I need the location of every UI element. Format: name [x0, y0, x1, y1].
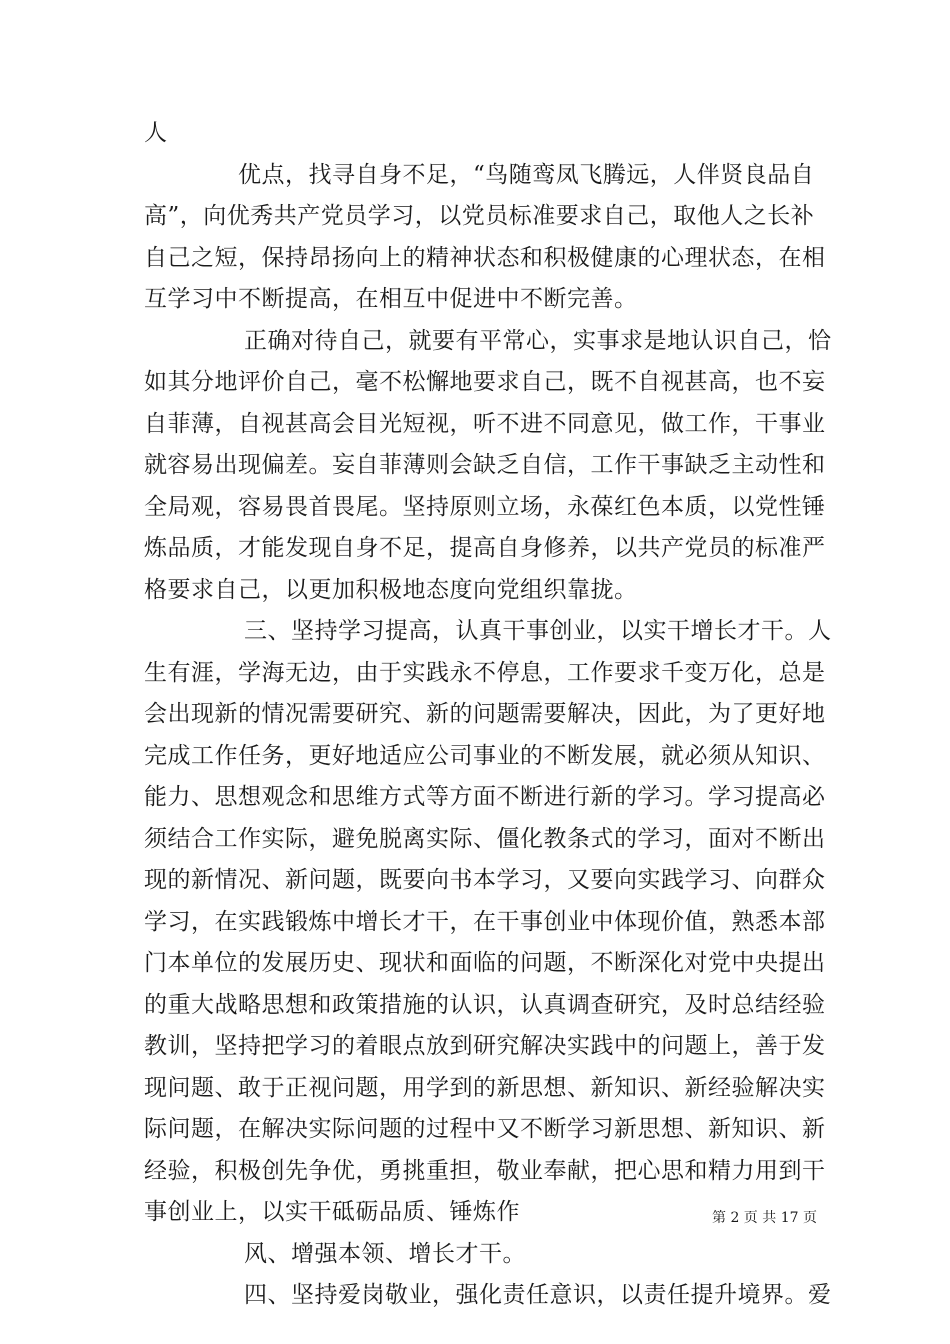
text-line: 风、增强本领、增长才干。	[244, 1240, 526, 1267]
text-line: 互学习中不断提高，在相互中促进中不断完善。	[144, 286, 638, 312]
text-line: 自己之短，保持昂扬向上的精神状态和积极健康的心理状态，在相	[144, 244, 826, 271]
text-line: 事创业上，以实干砥砺品质、锤炼作	[144, 1199, 520, 1225]
text-line: 会出现新的情况需要研究、新的问题需要解决，因此，为了更好地	[144, 701, 826, 727]
text-line: 优点，找寻自身不足，“鸟随鸾凤飞腾远，人伴贤良品自	[238, 161, 815, 188]
text-line: 教训，坚持把学习的着眼点放到研究解决实践中的问题上，善于发	[144, 1033, 826, 1059]
text-line: 门本单位的发展历史、现状和面临的问题，不断深化对党中央提出	[144, 950, 826, 976]
page-number-footer: 第 2 页 共 17 页	[712, 1210, 817, 1226]
text-line: 就容易出现偏差。妄自菲薄则会缺乏自信，工作干事缺乏主动性和	[144, 452, 826, 478]
text-line: 三、坚持学习提高，认真干事创业，以实干增长才干。人	[244, 618, 832, 644]
text-line: 现的新情况、新问题，既要向书本学习，又要向实践学习、向群众	[144, 867, 826, 893]
text-line: 炼品质，才能发现自身不足，提高自身修养，以共产党员的标准严	[144, 535, 826, 561]
text-line: 高”，向优秀共产党员学习，以党员标准要求自己，取他人之长补	[144, 203, 815, 229]
text-line: 须结合工作实际，避免脱离实际、僵化教条式的学习，面对不断出	[144, 825, 826, 852]
text-line: 四、坚持爱岗敬业，强化责任意识，以责任提升境界。爱	[244, 1282, 832, 1308]
text-line: 学习，在实践锻炼中增长才干，在干事创业中体现价值，熟悉本部	[144, 908, 826, 935]
text-line: 生有涯，学海无边，由于实践永不停息，工作要求千变万化，总是	[144, 659, 826, 686]
text-line: 能力、思想观念和思维方式等方面不断进行新的学习。学习提高必	[144, 784, 826, 810]
text-line: 格要求自己，以更加积极地态度向党组织靠拢。	[144, 576, 638, 603]
text-line: 全局观，容易畏首畏尾。坚持原则立场，永葆红色本质，以党性锤	[144, 493, 826, 520]
text-line: 正确对待自己，就要有平常心，实事求是地认识自己，恰	[244, 327, 832, 354]
text-line: 际问题，在解决实际问题的过程中又不断学习新思想、新知识、新	[144, 1116, 826, 1142]
text-line: 完成工作任务，更好地适应公司事业的不断发展，就必须从知识、	[144, 742, 826, 769]
text-line: 经验，积极创先争优，勇挑重担，敬业奉献，把心思和精力用到干	[144, 1157, 826, 1184]
text-line: 自菲薄，自视甚高会目光短视，听不进不同意见，做工作，干事业	[144, 410, 826, 437]
text-line: 如其分地评价自己，毫不松懈地要求自己，既不自视甚高，也不妄	[144, 369, 826, 395]
text-line: 人	[144, 120, 168, 146]
text-line: 现问题、敢于正视问题，用学到的新思想、新知识、新经验解决实	[144, 1074, 826, 1101]
document-body	[144, 113, 832, 1317]
text-line: 的重大战略思想和政策措施的认识，认真调查研究，及时总结经验	[144, 991, 826, 1018]
